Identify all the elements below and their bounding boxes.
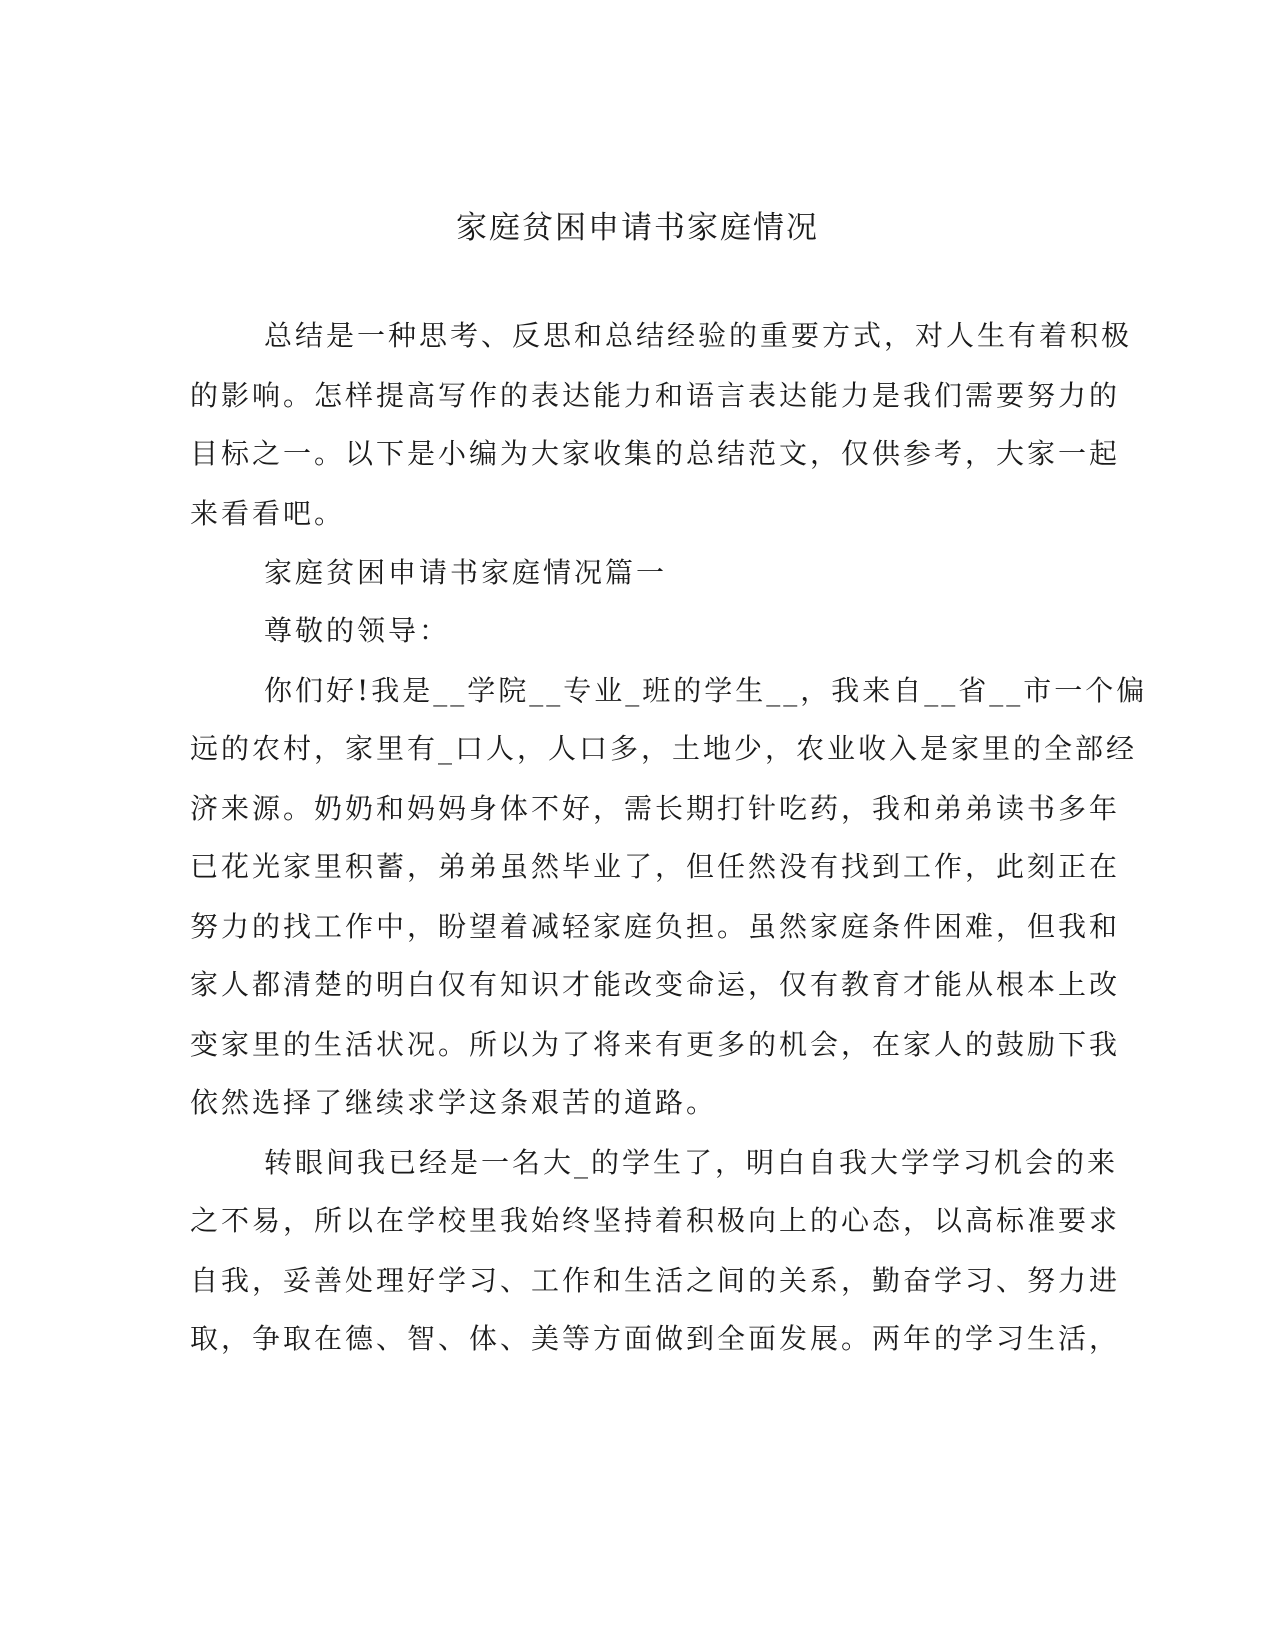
- paragraph-line: 的影响。怎样提高写作的表达能力和语言表达能力是我们需要努力的: [190, 379, 1121, 412]
- paragraph-line: 努力的找工作中，盼望着减轻家庭负担。虽然家庭条件困难，但我和: [190, 910, 1121, 943]
- document-title: 家庭贫困申请书家庭情况: [456, 210, 819, 246]
- paragraph-line: 来看看吧。: [190, 497, 346, 530]
- paragraph-line: 依然选择了继续求学这条艰苦的道路。: [190, 1086, 718, 1119]
- paragraph-line: 自我，妥善处理好学习、工作和生活之间的关系，勤奋学习、努力进: [190, 1264, 1121, 1297]
- paragraph-line: 总结是一种思考、反思和总结经验的重要方式，对人生有着积极: [264, 319, 1133, 352]
- paragraph-line: 家人都清楚的明白仅有知识才能改变命运，仅有教育才能从根本上改: [190, 968, 1121, 1001]
- paragraph-line: 转眼间我已经是一名大_的学生了，明白自我大学学习机会的来: [264, 1146, 1119, 1179]
- salutation: 尊敬的领导：: [264, 614, 451, 647]
- paragraph-line: 已花光家里积蓄，弟弟虽然毕业了，但任然没有找到工作，此刻正在: [190, 850, 1121, 883]
- section-heading: 家庭贫困申请书家庭情况篇一: [264, 556, 668, 589]
- paragraph-line: 目标之一。以下是小编为大家收集的总结范文，仅供参考，大家一起: [190, 437, 1121, 470]
- paragraph-line: 济来源。奶奶和妈妈身体不好，需长期打针吃药，我和弟弟读书多年: [190, 792, 1121, 825]
- paragraph-line: 你们好!我是__学院__专业_班的学生__，我来自__省__市一个偏: [264, 674, 1148, 707]
- paragraph-line: 远的农村，家里有_口人，人口多，土地少，农业收入是家里的全部经: [190, 732, 1138, 765]
- paragraph-line: 变家里的生活状况。所以为了将来有更多的机会，在家人的鼓励下我: [190, 1028, 1121, 1061]
- paragraph-line: 之不易，所以在学校里我始终坚持着积极向上的心态，以高标准要求: [190, 1204, 1121, 1237]
- paragraph-line: 取，争取在德、智、体、美等方面做到全面发展。两年的学习生活，: [190, 1322, 1121, 1355]
